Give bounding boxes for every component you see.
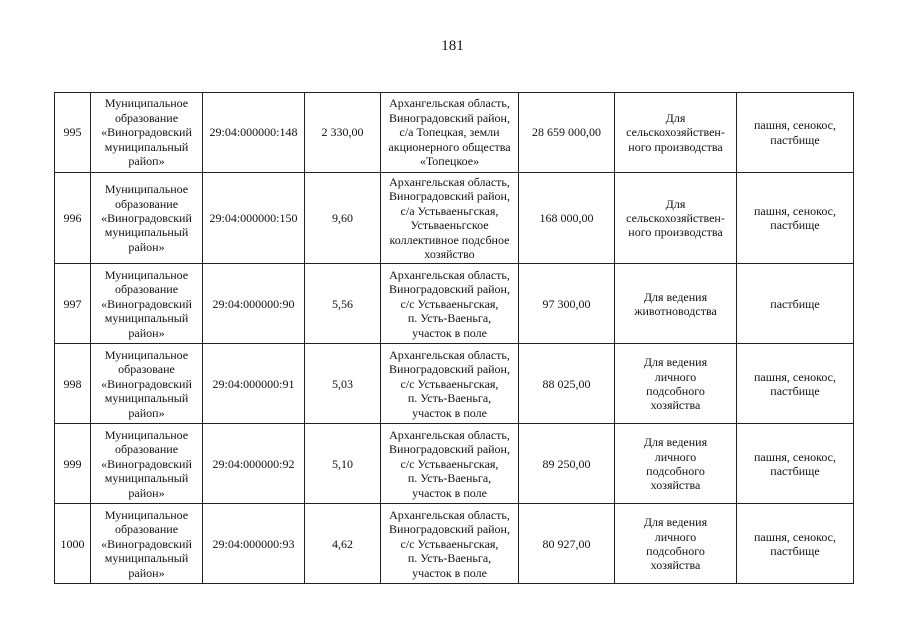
cell-address: Архангельская область, Виноградовский район, с/а Топецкая, земли акционерного общества «Топецкое» [381, 93, 519, 173]
cell-number: 1000 [55, 504, 91, 584]
cell-address: Архангельская область, Виноградовский район, с/с Устьваеньгская, п. Усть-Ваеньга, участок в поле [381, 424, 519, 504]
cell-purpose: Для ведения личного подсобного хозяйства [615, 504, 737, 584]
cell-area: 5,56 [305, 264, 381, 344]
cell-purpose: Для сельскохозяйствен- ного производства [615, 173, 737, 264]
cell-value: 88 025,00 [519, 344, 615, 424]
cell-owner: Муниципальное образование «Виноградовский муниципальный район» [91, 424, 203, 504]
cell-value: 97 300,00 [519, 264, 615, 344]
cell-address: Архангельская область, Виноградовский район, с/а Устьваеньгская, Устьваеньгское коллективное подсбное хозяйство [381, 173, 519, 264]
page-number: 181 [441, 38, 464, 54]
table-row [55, 93, 854, 173]
table-row [55, 173, 854, 264]
cell-cadastral: 29:04:000000:91 [203, 344, 305, 424]
cell-cadastral: 29:04:000000:150 [203, 173, 305, 264]
cell-owner: Муниципальное образование «Виноградовский муниципальный райоп» [91, 93, 203, 173]
table-row [55, 264, 854, 344]
cell-number: 995 [55, 93, 91, 173]
cell-area: 9,60 [305, 173, 381, 264]
cell-area: 4,62 [305, 504, 381, 584]
cell-use: пашня, сенокос, пастбище [737, 424, 854, 504]
cell-purpose: Для сельскохозяйствен- ного производства [615, 93, 737, 173]
cell-owner: Муниципальное образование «Виноградовский муниципальный район» [91, 264, 203, 344]
cell-number: 998 [55, 344, 91, 424]
cell-purpose: Для ведения личного подсобного хозяйства [615, 424, 737, 504]
cell-use: пашня, сенокос, пастбище [737, 504, 854, 584]
cell-cadastral: 29:04:000000:90 [203, 264, 305, 344]
cell-owner: Муниципальное образование «Виноградовский муниципальный район» [91, 504, 203, 584]
cell-purpose: Для ведения животноводства [615, 264, 737, 344]
cell-cadastral: 29:04:000000:93 [203, 504, 305, 584]
cell-area: 5,03 [305, 344, 381, 424]
cell-number: 999 [55, 424, 91, 504]
cell-value: 28 659 000,00 [519, 93, 615, 173]
cell-use: пастбище [737, 264, 854, 344]
cell-address: Архангельская область, Виноградовский район, с/с Устьваеньгская, п. Усть-Ваеньга, участок в поле [381, 344, 519, 424]
cell-purpose: Для ведения личного подсобного хозяйства [615, 344, 737, 424]
cell-use: пашня, сенокос, пастбище [737, 93, 854, 173]
cell-use: пашня, сенокос, пастбище [737, 344, 854, 424]
table-row [55, 504, 854, 584]
cell-owner: Муниципальное образование «Виноградовский муниципальный район» [91, 173, 203, 264]
cell-owner: Муниципальное образоване «Виноградовский муниципальный райоп» [91, 344, 203, 424]
cell-area: 5,10 [305, 424, 381, 504]
cell-address: Архангельская область, Виноградовский район, с/с Устьваеньгская, п. Усть-Ваеньга, участок в поле [381, 264, 519, 344]
land-registry-table [54, 92, 854, 584]
cell-address: Архангельская область, Виноградовский район, с/с Устьваеньгская, п. Усть-Ваеньга, участок в поле [381, 504, 519, 584]
cell-number: 996 [55, 173, 91, 264]
cell-value: 168 000,00 [519, 173, 615, 264]
cell-use: пашня, сенокос, пастбище [737, 173, 854, 264]
cell-value: 80 927,00 [519, 504, 615, 584]
table-row [55, 424, 854, 504]
table-row [55, 344, 854, 424]
cell-value: 89 250,00 [519, 424, 615, 504]
cell-number: 997 [55, 264, 91, 344]
cell-cadastral: 29:04:000000:148 [203, 93, 305, 173]
cell-cadastral: 29:04:000000:92 [203, 424, 305, 504]
cell-area: 2 330,00 [305, 93, 381, 173]
